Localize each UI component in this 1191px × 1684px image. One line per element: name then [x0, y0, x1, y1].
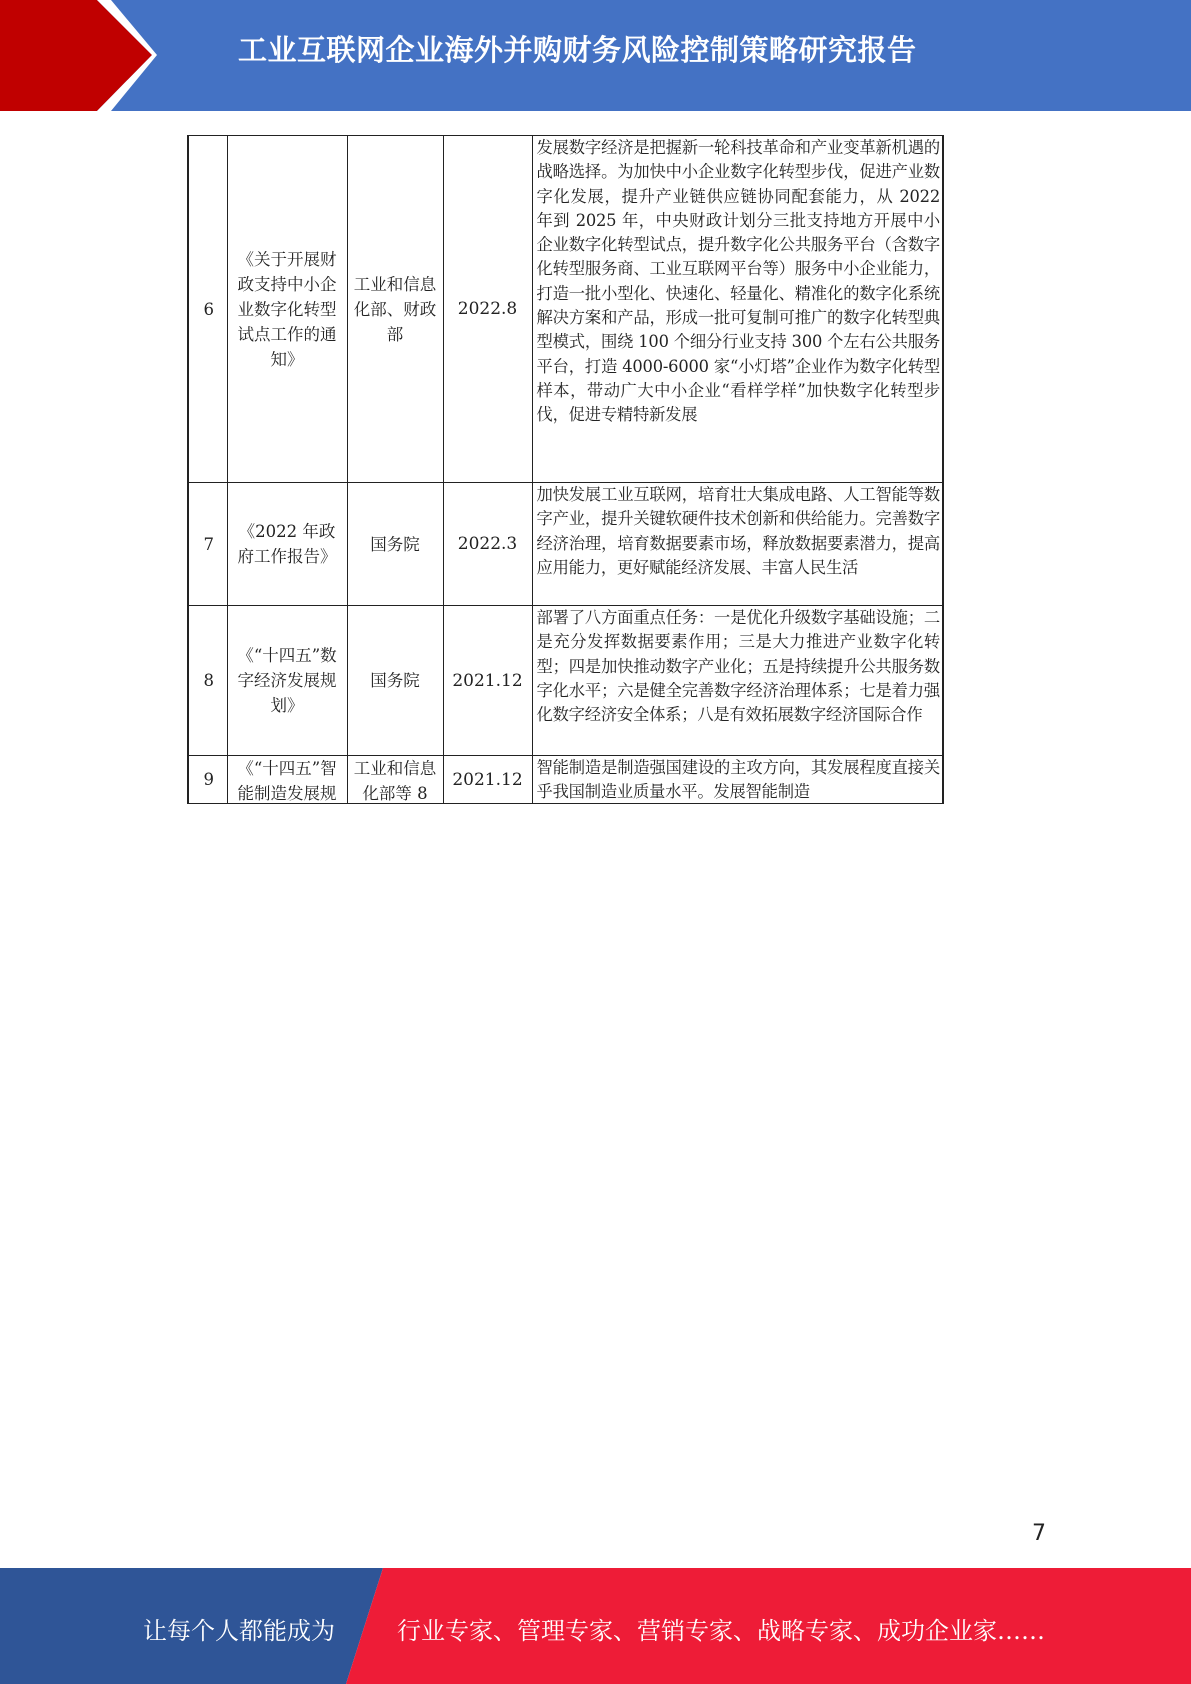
policy-content: 加快发展工业互联网，培育壮大集成电路、人工智能等数字产业，提升关键软硬件技术创新和供给能力。完善数字经济治理，培育数据要素市场，释放数据要素潜力，提高应用能力，更好赋能经济发展、丰富人民生活 [532, 483, 943, 606]
policy-name: 《关于开展财政支持中小企业数字化转型试点工作的通知》 [227, 136, 347, 483]
policy-content: 发展数字经济是把握新一轮科技革命和产业变革新机遇的战略选择。为加快中小企业数字化转型步伐，促进产业数字化发展，提升产业链供应链协同配套能力，从 2022 年到 2025 年，中央财政计划分三批支持地方开展中小企业数字化转型试点，提升数字化公共服务平台（含数字化转型服务商、工业互联网平台等）服务中小企业能力，打造一批小型化、快速化、轻量化、精准化的数字化系统解决方案和产品，形成一批可复制可推广的数字化转型典型模式，围绕 100 个细分行业支持 300 个左右公共服务平台，打造 4000-6000 家“小灯塔”企业作为数字化转型样本，带动广大中小企业“看样学样”加快数字化转型步伐，促进专精特新发展 [532, 136, 943, 483]
row-number: 7 [188, 483, 227, 606]
table-row [188, 136, 943, 483]
policy-content [532, 756, 943, 804]
policy-name [227, 756, 347, 804]
issuing-department-text: 工业和信息化部等 8 [353, 759, 437, 803]
policy-name: 《2022 年政府工作报告》 [227, 483, 347, 606]
table-row [188, 756, 943, 804]
policy-content-text: 智能制造是制造强国建设的主攻方向，其发展程度直接关乎我国制造业质量水平。发展智能制造 [536, 758, 940, 802]
footer-slogan-left: 让每个人都能成为 [143, 1617, 335, 1645]
issuing-department [347, 756, 443, 804]
policy-content: 部署了八方面重点任务：一是优化升级数字基础设施；二是充分发挥数据要素作用；三是大力推进产业数字化转型；四是加快推动数字产业化；五是持续提升公共服务数字化水平；六是健全完善数字经济治理体系；七是着力强化数字经济安全体系；八是有效拓展数字经济国际合作 [532, 606, 943, 756]
footer-slogan-right: 行业专家、管理专家、营销专家、战略专家、成功企业家…… [397, 1617, 1045, 1645]
issuing-department: 工业和信息化部、财政部 [347, 136, 443, 483]
issue-date: 2021.12 [443, 756, 532, 804]
report-title: 工业互联网企业海外并购财务风险控制策略研究报告 [238, 33, 917, 67]
issuing-department: 国务院 [347, 483, 443, 606]
policy-name: 《“十四五”数字经济发展规划》 [227, 606, 347, 756]
row-number: 6 [188, 136, 227, 483]
issuing-department: 国务院 [347, 606, 443, 756]
row-number: 9 [188, 756, 227, 804]
table-row [188, 606, 943, 756]
page-header [0, 0, 1191, 111]
issue-date: 2022.3 [443, 483, 532, 606]
issue-date: 2022.8 [443, 136, 532, 483]
policy-name-text: 《“十四五”智能制造发展规 [237, 759, 337, 803]
page-footer [0, 1568, 1191, 1684]
policy-table [187, 135, 944, 804]
row-number: 8 [188, 606, 227, 756]
table-row [188, 483, 943, 606]
page-number: 7 [1032, 1521, 1046, 1546]
issue-date: 2021.12 [443, 606, 532, 756]
